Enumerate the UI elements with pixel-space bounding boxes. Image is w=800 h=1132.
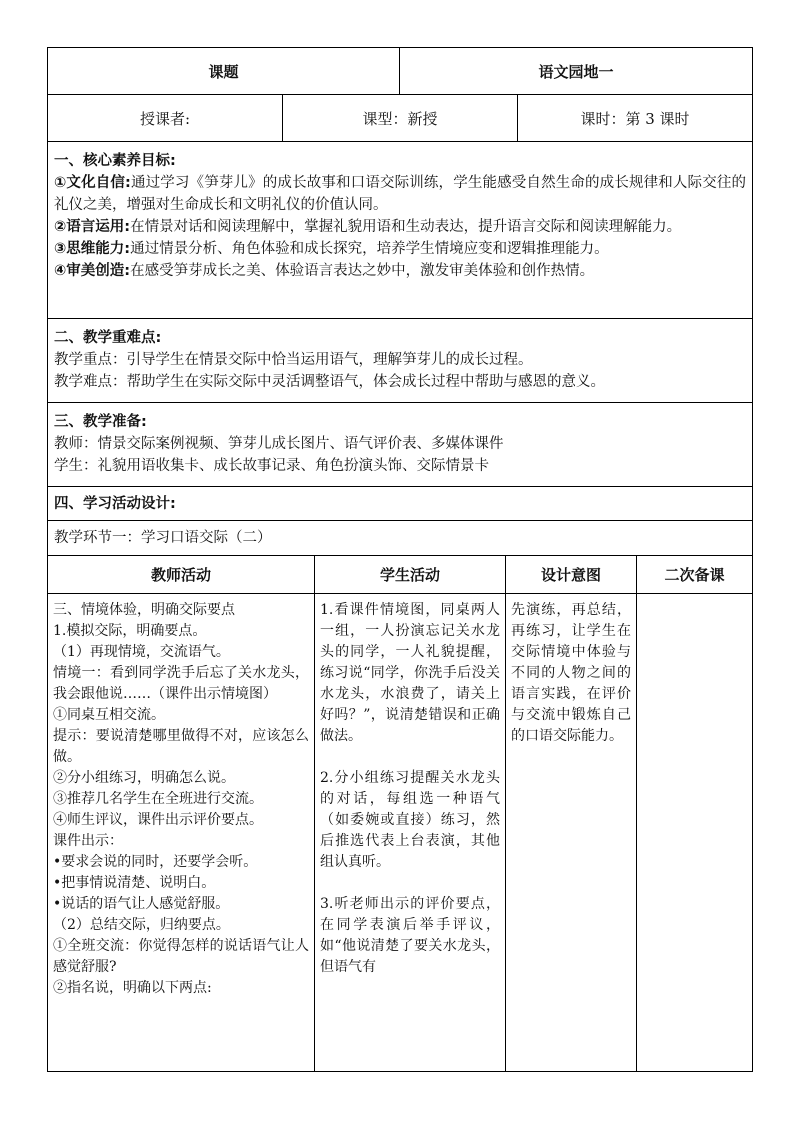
teacher-line: ③推荐几名学生在全班进行交流。 [53, 791, 263, 807]
teacher-line: 情境一：看到同学洗手后忘了关水龙头，我会跟他说……（课件出示情境图） [53, 665, 309, 702]
core-goals-title: 一、核心素养目标: [54, 153, 176, 169]
preparation-title: 三、教学准备: [54, 414, 147, 430]
teacher-line: •要求会说的同时，还要学会听。 [53, 854, 258, 870]
teacher-line: （2）总结交际，归纳要点。 [53, 917, 230, 933]
activity-design-title: 四、学习活动设计: [54, 496, 176, 512]
teacher-line: •说话的语气让人感觉舒服。 [53, 896, 230, 912]
period-cell: 课时：第 3 课时 [580, 109, 690, 128]
design-intent-header: 设计意图 [506, 556, 637, 593]
teacher-line: 1.模拟交际，明确要点。 [53, 623, 207, 639]
teacher-cell: 授课者: [48, 95, 283, 141]
preparation-section [48, 403, 752, 487]
teacher-line: 课件出示： [53, 833, 123, 849]
teacher-line: ②指名说，明确以下两点: [53, 980, 212, 996]
teacher-line: 三、情境体验，明确交际要点 [53, 602, 235, 618]
teacher-line: ②分小组练习，明确怎么说。 [53, 770, 235, 786]
teacher-activity-header: 教师活动 [48, 556, 315, 593]
teacher-line: •把事情说清楚、说明白。 [53, 875, 216, 891]
design-intent-text: 先演练，再总结，再练习，让学生在交际情境中体验与不同的人物之间的语言实践，在评价与交流中锻炼自己的口语交际能力。 [511, 602, 631, 744]
preparation-line: 教师：情景交际案例视频、笋芽儿成长图片、语气评价表、多媒体课件 [54, 436, 504, 452]
preparation-line: 学生：礼貌用语收集卡、成长故事记录、角色扮演头饰、交际情景卡 [54, 458, 489, 474]
key-point-line: 教学难点：帮助学生在实际交际中灵活调整语气，体会成长过程中帮助与感恩的意义。 [54, 374, 605, 390]
second-prep-header: 二次备课 [664, 566, 725, 584]
second-prep-cell[interactable] [637, 594, 752, 1071]
teaching-step-row [48, 521, 752, 556]
teacher-line: ④师生评议，课件出示评价要点。 [53, 812, 263, 828]
teaching-step: 教学环节一：学习口语交际（二） [54, 530, 272, 546]
student-activity-cell [315, 594, 506, 1071]
key-points-title: 二、教学重难点: [54, 330, 162, 346]
key-points-section [48, 319, 752, 403]
design-intent-cell [506, 594, 637, 1071]
goal-item: ②语言运用:在情景对话和阅读理解中，掌握礼貌用语和生动表达，提升语言交际和阅读理解能力。 [54, 219, 682, 235]
goal-item: ③思维能力:通过情景分析、角色体验和成长探究，培养学生情境应变和逻辑推理能力。 [54, 241, 609, 257]
teacher-activity-cell [48, 594, 315, 1071]
info-row [48, 95, 752, 142]
student-line: 1.看课件情境图，同桌两人一组，一人扮演忘记关水龙头的同学，一人礼貌提醒，练习说“同学，你洗手后没关水龙头，水浪费了，请关上好吗？”，说清楚错误和正确做法。 [320, 602, 500, 744]
teacher-line: 提示：要说清楚哪里做得不对，应该怎么做。 [53, 728, 309, 765]
teacher-line: （1）再现情境，交流语气。 [53, 644, 230, 660]
lesson-plan-table [47, 47, 753, 1072]
student-line: 2.分小组练习提醒关水龙头的对话，每组选一种语气（如委婉或直接）练习，然后推选代表上台表演，其他组认真听。 [320, 770, 500, 870]
student-line: 3.听老师出示的评价要点，在同学表演后举手评议，如“他说清楚了要关水龙头，但语气有 [320, 896, 500, 975]
topic-value: 语文园地一 [538, 62, 614, 81]
key-point-line: 教学重点：引导学生在情景交际中恰当运用语气，理解笋芽儿的成长过程。 [54, 352, 533, 368]
student-activity-header: 学生活动 [315, 556, 506, 593]
activity-design-section [48, 487, 752, 521]
column-header-row [48, 556, 752, 594]
topic-label: 课题 [48, 48, 400, 94]
topic-row [48, 48, 752, 95]
goal-item: ④审美创造:在感受笋芽成长之美、体验语言表达之妙中，激发审美体验和创作热情。 [54, 263, 595, 279]
goal-item: ①文化自信:通过学习《笋芽儿》的成长故事和口语交际训练，学生能感受自然生命的成长规律和人际交往的礼仪之美，增强对生命成长和文明礼仪的价值认同。 [54, 175, 746, 213]
teacher-line: ①同桌互相交流。 [53, 707, 165, 723]
teacher-line: ①全班交流：你觉得怎样的说话语气让人感觉舒服? [53, 938, 309, 975]
core-goals-section [48, 142, 752, 319]
lesson-type-cell: 课型：新授 [283, 95, 518, 141]
activity-content-row [48, 594, 752, 1071]
